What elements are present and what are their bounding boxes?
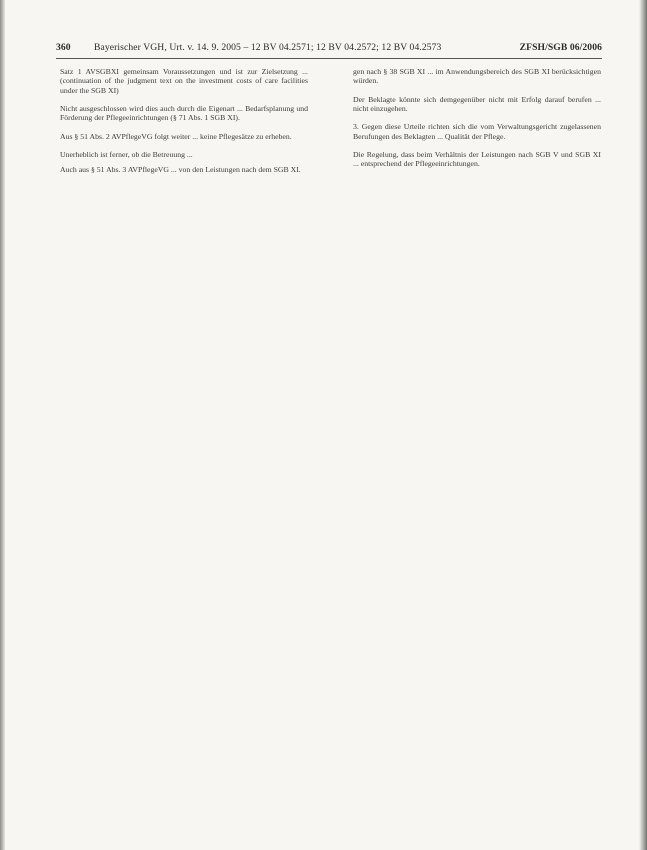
paragraph: Die Regelung, dass beim Verhältnis der Leistungen nach SGB V und SGB XI ... entsprechend der Pflegeeinrichtungen. [353,150,601,169]
paragraph: Satz 1 AVSGBXI gemeinsam Voraussetzungen und ist zur Zielsetzung ... (continuation of the judgment text on the investment costs of care facilities under the SGB XI) [60,67,308,95]
paragraph: Der Beklagte könnte sich demgegenüber nicht mit Erfolg darauf berufen ... nicht einzugehen. [353,94,601,114]
paragraph: gen nach § 38 SGB XI ... im Anwendungsbereich des SGB XI berücksichtigen würden. [353,67,601,86]
scan-shadow-left [0,0,5,850]
paragraph: Nicht ausgeschlossen wird dies auch durch die Eigenart ... Bedarfsplanung und Förderung der Pflegeeinrichtungen (§ 71 Abs. 1 SGB XI). [60,104,308,123]
paragraph: Auch aus § 51 Abs. 3 AVPflegeVG ... von den Leistungen nach dem SGB XI. [60,165,301,175]
paragraph: 3. Gegen diese Urteile richten sich die vom Verwaltungsgericht zugelassenen Berufungen des Beklagten ... Qualität der Pflege. [353,122,601,141]
paragraph: Unerheblich ist ferner, ob die Betreuung ... [60,150,193,160]
text-column-left [60,67,308,184]
text-column-right [353,67,601,178]
page-number: 360 [56,42,71,53]
journal-reference: ZFSH/SGB 06/2006 [519,42,602,53]
running-header [56,42,602,59]
case-citation: Bayerischer VGH, Urt. v. 14. 9. 2005 – 12 BV 04.2571; 12 BV 04.2572; 12 BV 04.2573 [94,42,442,53]
paragraph: Aus § 51 Abs. 2 AVPflegeVG folgt weiter ... keine Pflegesätze zu erheben. [60,131,292,141]
scan-shadow-right [639,0,647,850]
